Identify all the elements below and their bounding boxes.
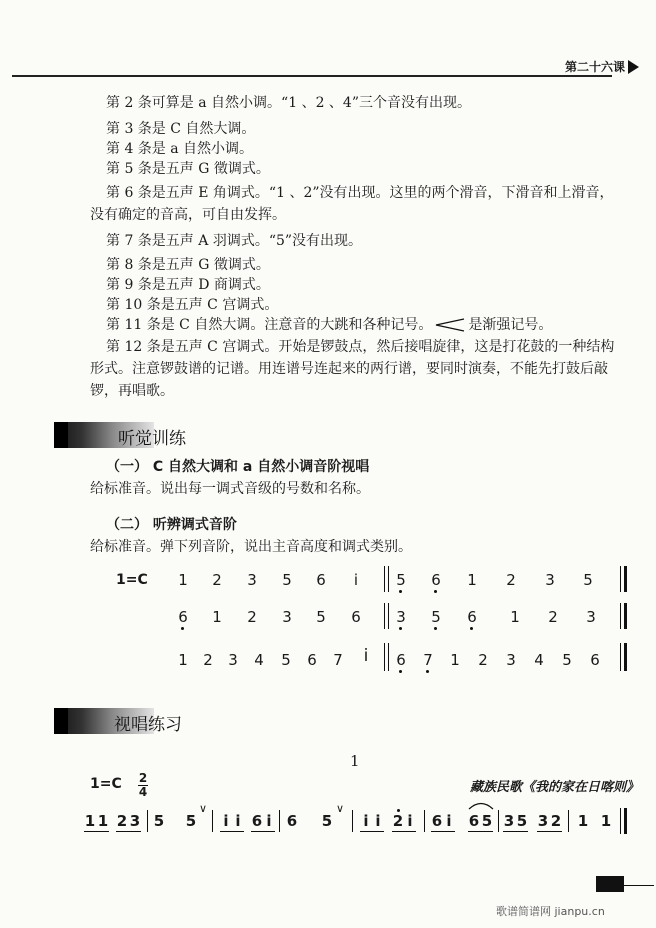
underline [392,831,416,832]
melody-note: 2 [116,812,128,830]
subsection-title-2: （二） 听辨调式音阶 [106,517,237,533]
scale-note: 6 [307,651,317,669]
melody-note: i [266,812,272,830]
barline [620,566,621,592]
subsection-text-1: 给标准音。说出每一调式音级的号数和名称。 [90,481,370,497]
scale-note: 5 [282,571,292,589]
barline [620,643,621,671]
subsection-title-1: （一） C 自然大调和 a 自然小调音阶视唱 [106,459,370,475]
melody-note: 5 [153,812,165,830]
melody-note: 5 [321,812,333,830]
scale-note: 2 [203,651,213,669]
scale-note: 1 [450,651,460,669]
melody-note: i [375,812,381,830]
barline [424,810,425,832]
barline [388,603,389,629]
melody-note: 5 [516,812,528,830]
scale-note: 3 [247,571,257,589]
scale-note: 3 [506,651,516,669]
melody-note: 1 [600,812,612,830]
scale-note: 1 [510,608,520,626]
melody-note: 5 [185,812,197,830]
exercise-number: 1 [350,752,360,770]
scale-note: 1 [212,608,222,626]
text-line: 第 5 条是五声 G 徵调式。 [106,161,270,177]
melody-note: i [446,812,452,830]
final-barline [624,603,627,629]
scale-note: 6 [590,651,600,669]
barline [388,566,389,592]
barline [620,603,621,629]
breath-mark-icon: ∨ [199,802,208,815]
text-line: 第 10 条是五声 C 宫调式。 [106,297,279,313]
melody-note: 2 [550,812,562,830]
scale-note: 2 [548,608,558,626]
melody-note: i [407,812,413,830]
melody-note: 1 [84,812,96,830]
melody-note: 6 [468,812,480,830]
barline [352,810,353,832]
page-tab-line [624,885,654,886]
subsection-text-2: 给标准音。弹下列音阶，说出主音高度和调式类别。 [90,539,412,555]
scale-note: 3 [545,571,555,589]
scale-note: i [353,571,359,589]
text-line: 第 2 条可算是 a 自然小调。“1 、2 、4”三个音没有出现。 [106,95,471,111]
scale-note: 6 [394,651,408,669]
scale-note: 6 [465,608,479,626]
text-line: 没有确定的音高，可自由发挥。 [90,207,286,223]
text-line: 第 3 条是 C 自然大调。 [106,121,256,137]
text-line: 形式。注意锣鼓谱的记谱。用连谱号连起来的两行谱，要同时演奏，不能先打鼓后敲 [90,361,608,377]
text-line: 第 7 条是五声 A 羽调式。“5”没有出现。 [106,233,363,249]
melody-note: 1 [97,812,109,830]
barline [620,808,621,834]
scale-note: 3 [586,608,596,626]
text-line: 锣，再唱歌。 [90,383,174,399]
final-barline [624,566,627,592]
header-rule [12,75,612,77]
scale-note: 1 [467,571,477,589]
slur-icon [467,800,495,810]
melody-note: 3 [503,812,515,830]
barline [212,810,213,832]
watermark: 歌谱简谱网 jianpu.cn [496,905,605,918]
barline [384,643,385,671]
underline [537,831,562,832]
section-title-listening: 听觉训练 [118,429,186,449]
scale-note: 2 [247,608,257,626]
melody-note: i [363,812,369,830]
underline [84,831,109,832]
barline [384,603,385,629]
chapter-title: 第二十六课 [565,60,626,74]
melody-note: i [235,812,241,830]
melody-note: 2 [392,812,404,830]
scale-note: 5 [583,571,593,589]
underline [503,831,528,832]
melody-note: 1 [577,812,589,830]
melody-note: i [223,812,229,830]
crescendo-icon [435,318,465,332]
text-line: 第 9 条是五声 D 商调式。 [106,277,270,293]
time-signature-top: 2 [138,771,148,785]
scale-note: 1 [178,651,188,669]
section-title-sightsing: 视唱练习 [114,715,182,735]
scale-note: 2 [506,571,516,589]
scale-note: 7 [333,651,343,669]
page-tab-marker [596,876,624,892]
scale-note: 3 [394,608,408,626]
melody-note: 3 [129,812,141,830]
time-signature-bottom: 4 [138,785,148,799]
underline [116,831,141,832]
scale-note: 4 [254,651,264,669]
scale-note: 6 [351,608,361,626]
scale-key: 1=C [116,572,148,588]
barline [279,810,280,832]
underline [468,831,493,832]
final-barline [624,808,627,834]
scale-note: 6 [429,571,443,589]
text-line-11-after: 是渐强记号。 [468,317,553,333]
scale-note: 2 [212,571,222,589]
melody-note: 3 [537,812,549,830]
barline [384,566,385,592]
text-line: 第 4 条是 a 自然小调。 [106,141,254,157]
barline [498,810,499,832]
scale-note: 6 [176,608,190,626]
scale-note: 5 [394,571,408,589]
melody-note: 6 [431,812,443,830]
melody-note: 5 [481,812,493,830]
scale-note: 4 [534,651,544,669]
scale-note: i [363,646,369,666]
scale-note: 3 [282,608,292,626]
barline [388,643,389,671]
breath-mark-icon: ∨ [336,802,345,815]
underline [220,831,244,832]
scale-note: 2 [478,651,488,669]
scale-note: 7 [421,651,435,669]
scale-note: 1 [178,571,188,589]
scale-note: 5 [562,651,572,669]
barline [147,810,148,832]
text-line-11 [106,316,552,334]
scale-note: 5 [281,651,291,669]
melody-note: 6 [286,812,298,830]
text-line: 第 6 条是五声 E 角调式。“1 、2”没有出现。这里的两个滑音，下滑音和上滑音， [106,185,614,201]
scale-note: 5 [429,608,443,626]
melody-note: 6 [251,812,263,830]
underline [251,831,275,832]
text-line: 第 8 条是五声 G 徵调式。 [106,257,270,273]
text-line: 第 12 条是五声 C 宫调式。开始是锣鼓点，然后接唱旋律，这是打花鼓的一种结构 [106,339,615,355]
barline [568,810,569,832]
final-barline [624,643,627,671]
song-source: 藏族民歌《我的家在日喀则》 [470,780,640,795]
scale-note: 6 [316,571,326,589]
scale-note: 3 [228,651,238,669]
scale-note: 5 [316,608,326,626]
underline [431,831,455,832]
underline [360,831,384,832]
song-key: 1=C [90,776,122,792]
time-signature [138,772,148,798]
text-line-11-before: 第 11 条是 C 自然大调。注意音的大跳和各种记号。 [106,317,433,333]
chapter-arrow-icon [628,60,639,74]
